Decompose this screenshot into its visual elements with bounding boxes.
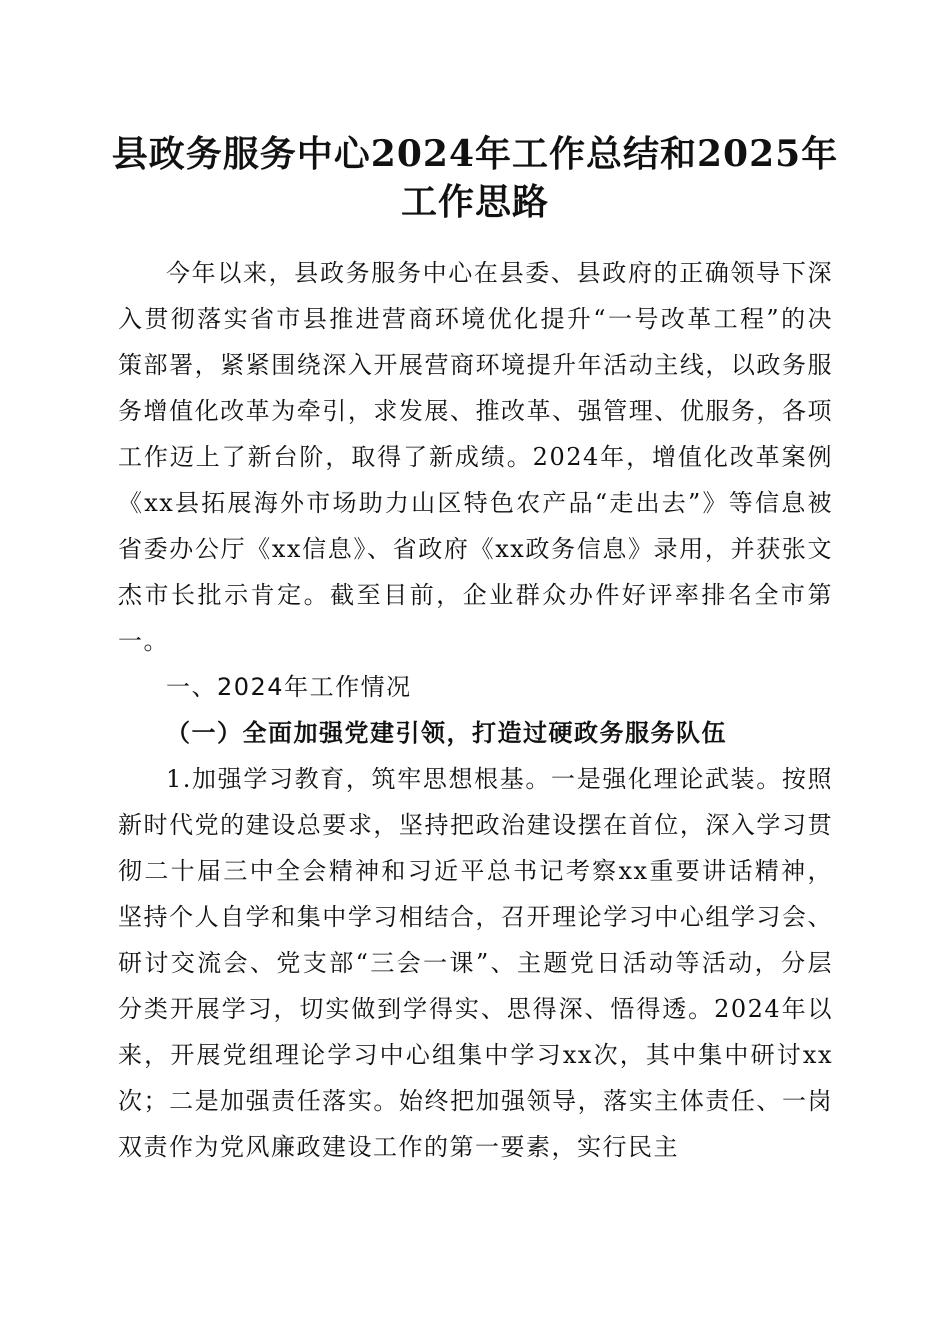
intro-paragraph: 今年以来，县政务服务中心在县委、县政府的正确领导下深入贯彻落实省市县推进营商环境优化提升“一号改革工程”的决策部署，紧紧围绕深入开展营商环境提升年活动主线，以政务服务增值化改革为牵引，求发展、推改革、强管理、优服务，各项工作迈上了新台阶，取得了新成绩。2024年，增值化改革案例《xx县拓展海外市场助力山区特色农产品“走出去”》等信息被省委办公厅《xx信息》、省政府《xx政务信息》录用，并获张文杰市长批示肯定。截至目前，企业群众办件好评率排名全市第一。 (118, 259, 833, 655)
document-title: 县政务服务中心2024年工作总结和2025年工作思路 (111, 133, 839, 223)
body-paragraph-1: 1.加强学习教育，筑牢思想根基。一是强化理论武装。按照新时代党的建设总要求，坚持把政治建设摆在首位，深入学习贯彻二十届三中全会精神和习近平总书记考察xx重要讲话精神，坚持个人自学和集中学习相结合，召开理论学习中心组学习会、研讨交流会、党支部“三会一课”、主题党日活动等活动，分层分类开展学习，切实做到学得实、思得深、悟得透。2024年以来，开展党组理论学习中心组集中学习xx次，其中集中研讨xx次；二是加强责任落实。始终把加强领导，落实主体责任、一岗双责作为党风廉政建设工作的第一要素，实行民主 (118, 765, 833, 1161)
section-heading-1: 一、2024年工作情况 (166, 673, 412, 701)
subsection-heading-1: （一）全面加强党建引领，打造过硬政务服务队伍 (166, 718, 727, 747)
document-body (118, 250, 833, 1170)
